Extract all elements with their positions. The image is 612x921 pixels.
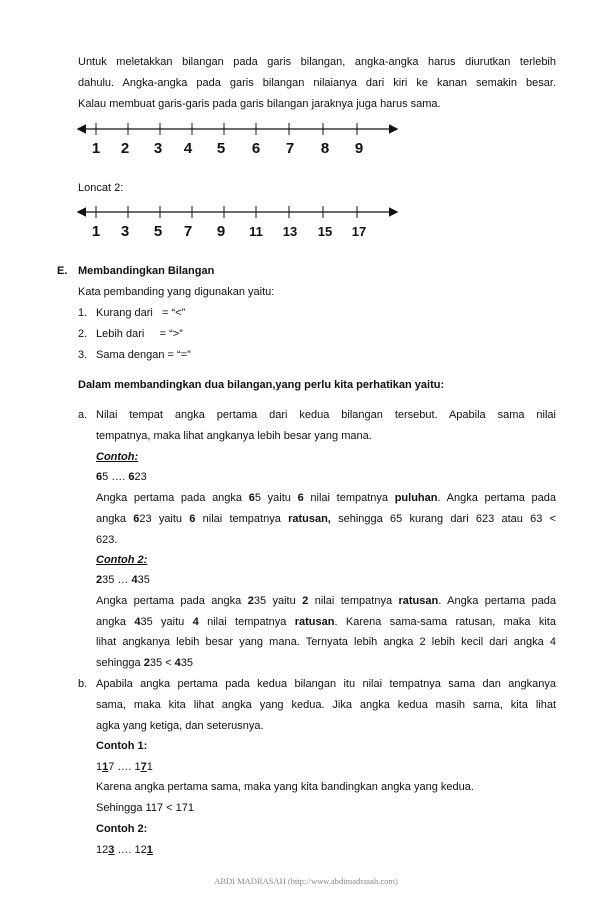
loncat-label: Loncat 2: xyxy=(78,182,124,194)
number-line-1-labels xyxy=(92,140,363,157)
contoh-1-explanation-line-3: 623. xyxy=(96,534,118,546)
number-line-2-label: 1 xyxy=(91,223,101,240)
intro-line-2: dahulu. Angka-angka pada garis bilangan nilaianya dari kiri ke kanan semakin besar. xyxy=(78,77,556,89)
list-number-2: 2. xyxy=(78,328,88,340)
number-line-1-label: 6 xyxy=(251,140,261,157)
contoh-1-explanation-line-2: angka 623 yaitu 6 nilai tempatnya ratusan, sehingga 65 kurang dari 623 atau 63 < xyxy=(96,513,557,525)
contoh-2-explanation-line-3: lihat angkanya lebih besar yang mana. Ternyata lebih angka 2 lebih kecil dari angka 4 xyxy=(96,636,556,648)
contoh-2-heading-b: Contoh 2: xyxy=(96,823,148,835)
list-number-3: 3. xyxy=(78,349,88,361)
list-item-kurang-dari: Kurang dari = “<” xyxy=(96,307,186,319)
contoh-1-explanation-line-1: Angka pertama pada angka 65 yaitu 6 nilai tempatnya puluhan. Angka pertama pada xyxy=(96,492,556,504)
number-line-2-label: 13 xyxy=(282,224,298,239)
contoh-2-heading: Contoh 2: xyxy=(96,554,148,566)
item-b-line-3: agka yang ketiga, dan seterusnya. xyxy=(96,720,264,732)
contoh-2-explanation-line-1: Angka pertama pada angka 235 yaitu 2 nilai tempatnya ratusan. Angka pertama pada xyxy=(96,595,556,607)
example-117-vs-171: 117 …. 171 xyxy=(96,761,153,773)
example-123-vs-121: 123 …. 121 xyxy=(96,844,153,856)
contoh-1-explanation: Karena angka pertama sama, maka yang kita bandingkan angka yang kedua. xyxy=(96,781,474,793)
number-line-2-labels xyxy=(92,223,366,240)
number-line-1-label: 7 xyxy=(285,140,295,157)
intro-line-1: Untuk meletakkan bilangan pada garis bilangan, angka-angka harus diurutkan terlebih xyxy=(78,56,556,68)
contoh-1-conclusion: Sehingga 117 < 171 xyxy=(96,802,194,814)
intro-line-3: Kalau membuat garis-garis pada garis bilangan jaraknya juga harus sama. xyxy=(78,98,441,110)
section-e-intro: Kata pembanding yang digunakan yaitu: xyxy=(78,286,275,298)
example-235-vs-435: 235 … 435 xyxy=(96,574,150,586)
item-b-letter: b. xyxy=(78,678,88,690)
contoh-heading: Contoh: xyxy=(96,451,139,463)
example-65-vs-623: 65 …. 623 xyxy=(96,471,147,483)
number-line-1-label: 9 xyxy=(354,140,364,157)
item-a-line-2: tempatnya, maka lihat angkanya lebih besar yang mana. xyxy=(96,430,372,442)
item-a-line-1: Nilai tempat angka pertama dari kedua bilangan tersebut. Apabila sama nilai xyxy=(96,409,556,421)
item-b-line-1: Apabila angka pertama pada kedua bilangan itu nilai tempatnya sama dan angkanya xyxy=(96,678,556,690)
contoh-2-conclusion: sehingga 235 < 435 xyxy=(96,657,193,669)
section-e-title: Membandingkan Bilangan xyxy=(78,265,215,277)
number-line-1-label: 8 xyxy=(320,140,330,157)
contoh-1-heading: Contoh 1: xyxy=(96,740,148,752)
number-line-1-label: 1 xyxy=(91,140,101,157)
number-line-1-label: 4 xyxy=(183,140,193,157)
list-item-sama-dengan: Sama dengan = “=” xyxy=(96,349,191,361)
number-line-1-label: 2 xyxy=(120,140,130,157)
number-line-2-label: 7 xyxy=(183,223,193,240)
number-line-1-label: 5 xyxy=(216,140,226,157)
number-line-2-label: 17 xyxy=(351,224,367,239)
item-b-line-2: sama, maka kita lihat angka yang kedua. Jika angka kedua masih sama, kita lihat xyxy=(96,699,556,711)
number-line-2-label: 5 xyxy=(153,223,163,240)
number-line-2-label: 15 xyxy=(317,224,333,239)
number-line-1-label: 3 xyxy=(153,140,163,157)
list-item-lebih-dari: Lebih dari = “>” xyxy=(96,328,183,340)
number-line-2-label: 11 xyxy=(249,224,263,239)
number-lines xyxy=(0,0,612,260)
number-line-2-label: 9 xyxy=(216,223,226,240)
item-a-letter: a. xyxy=(78,409,88,421)
contoh-2-explanation-line-2: angka 435 yaitu 4 nilai tempatnya ratusan. Karena sama-sama ratusan, maka kita xyxy=(96,616,556,628)
comparison-subheading: Dalam membandingkan dua bilangan,yang perlu kita perhatikan yaitu: xyxy=(78,379,445,391)
number-line-2-label: 3 xyxy=(120,223,130,240)
list-number-1: 1. xyxy=(78,307,88,319)
footer-credit: ABDI MADRASAH (http://www.abdimadrasah.com) xyxy=(214,876,398,886)
section-e-letter: E. xyxy=(57,265,68,277)
